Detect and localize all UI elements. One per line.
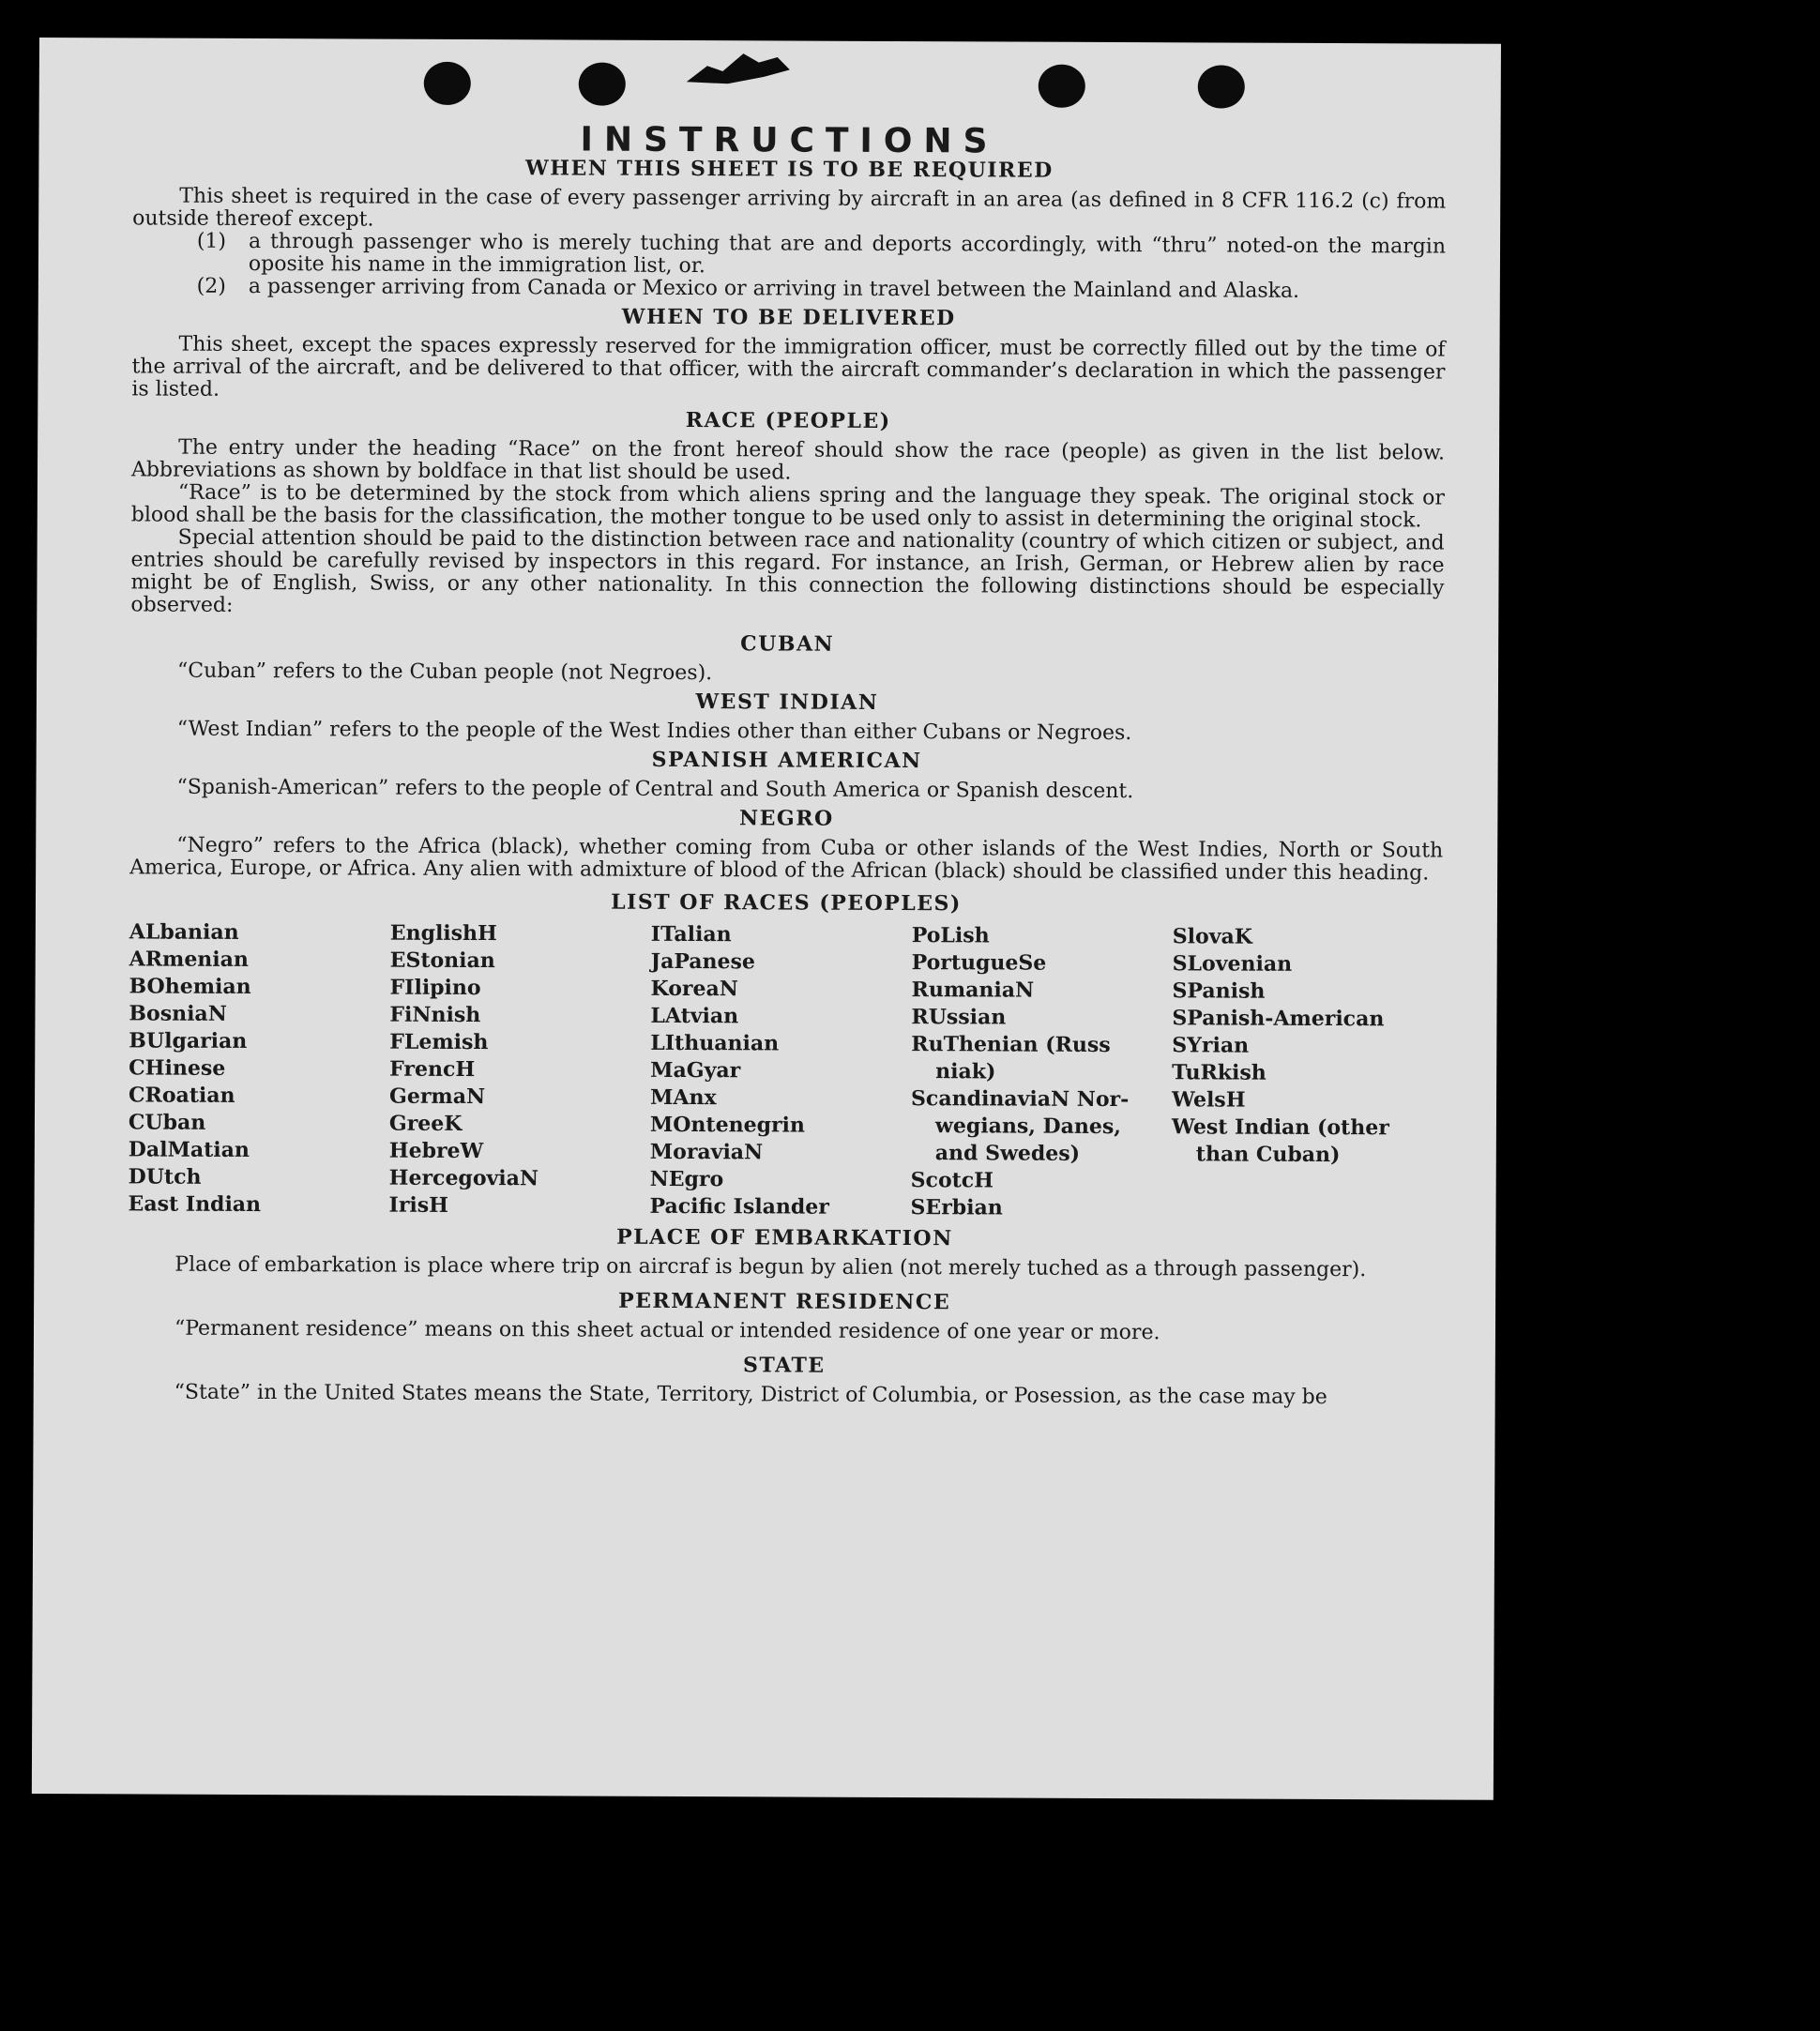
race-entry: EnglishH	[389, 920, 497, 947]
race-entry: GreeK	[388, 1111, 463, 1136]
race-entry: KoreaN	[650, 976, 738, 1002]
race-column	[1171, 923, 1433, 1223]
race-entry: SErbian	[910, 1195, 1003, 1220]
race-entry: RuThenian (Russ	[911, 1032, 1111, 1057]
race-entry: DalMatian	[128, 1137, 250, 1162]
section-heading-residence: PERMANENT RESIDENCE	[618, 1288, 951, 1315]
race-entry: niak)	[935, 1059, 996, 1084]
race-entry: Pacific Islander	[649, 1193, 829, 1220]
section-heading-spanish-american: SPANISH AMERICAN	[651, 747, 922, 774]
race-entry: BOhemian	[129, 974, 251, 999]
race-entry: IrisH	[388, 1192, 449, 1218]
race-entry: BosniaN	[129, 1001, 227, 1026]
section-heading-race: RACE (PEOPLE)	[685, 408, 891, 433]
race-column	[129, 918, 390, 1219]
race-entry: East Indian	[128, 1191, 262, 1218]
race-entry: EStonian	[389, 947, 495, 974]
race-paragraph: Special attention should be paid to the distinction between race and nationality (country of which citizen or subject, and entries should be carefully revised by inspectors in this regard. For instance, an Irish, German, or Hebrew alien by race might be of English, Swiss, or any other nationality. In this connection the following distinctions should be especially observed:	[130, 525, 1445, 617]
west-indian-text: “West Indian” refers to the people of the West Indies other than either Cubans or Negroes.	[176, 717, 1132, 746]
section-heading-cuban: CUBAN	[740, 631, 835, 657]
race-entry: SPanish	[1172, 978, 1266, 1004]
race-entry: West Indian (other	[1171, 1114, 1389, 1141]
race-entry: SPanish-American	[1172, 1006, 1385, 1032]
race-entry: SlovaK	[1172, 924, 1252, 949]
section-heading-state: STATE	[742, 1353, 826, 1378]
race-entry: FiNnish	[389, 1002, 481, 1028]
section-heading-races: LIST OF RACES (PEOPLES)	[611, 889, 962, 917]
race-entry: TuRkish	[1172, 1060, 1266, 1085]
race-entry: LIthuanian	[650, 1030, 780, 1056]
race-entry: than Cuban)	[1195, 1142, 1341, 1168]
punch-hole	[1198, 65, 1245, 108]
race-list	[129, 918, 1443, 1223]
section-heading-west-indian: WEST INDIAN	[695, 690, 879, 715]
cuban-text: “Cuban” refers to the Cuban people (not Negroes).	[177, 659, 713, 686]
race-entry: ALbanian	[129, 919, 239, 945]
section-heading-when-delivered: WHEN TO BE DELIVERED	[621, 304, 956, 331]
race-entry: BUlgarian	[129, 1028, 248, 1053]
spanish-american-text: “Spanish-American” refers to the people of Central and South America or Spanish descent.	[176, 775, 1134, 804]
page-title: INSTRUCTIONS	[580, 120, 999, 161]
race-entry: SLovenian	[1172, 951, 1293, 977]
race-entry: CHinese	[129, 1055, 226, 1081]
state-text: “State” in the United States means the State, Territory, District of Columbia, or Posession, as the case may be	[174, 1380, 1327, 1410]
race-entry: LAtvian	[650, 1003, 739, 1029]
when-delivered-text: This sheet, except the spaces expressly reserved for the immigration officer, must be correctly filled out by the time of the arrival of the aircraft, and be delivered to that officer, with the aircraft commander’s declaration in which the passenger is listed.	[131, 332, 1446, 402]
residence-text: “Permanent residence” means on this sheet actual or intended residence of one year or more.	[174, 1316, 1160, 1345]
race-entry: RUssian	[911, 1005, 1007, 1030]
race-entry: NEgro	[649, 1166, 724, 1192]
race-entry: FrencH	[389, 1056, 476, 1083]
document-sheet	[32, 38, 1501, 1800]
punch-hole	[579, 63, 626, 106]
race-entry: PoLish	[911, 923, 990, 948]
punch-hole	[424, 62, 471, 105]
race-entry: GermaN	[389, 1084, 486, 1110]
when-required-text: This sheet is required in the case of every passenger arriving by aircraft in an area (as defined in 8 CFR 116.2 (c) from outside thereof except.	[132, 184, 1447, 232]
section-heading-negro: NEGRO	[739, 806, 834, 831]
negro-text: “Negro” refers to the Africa (black), whether coming from Cuba or other islands of the West Indies, North or South America, Europe, or Africa. Any alien with admixture of blood of the African (black) should be classified under this heading.	[129, 833, 1444, 886]
race-entry: wegians, Danes,	[934, 1114, 1122, 1140]
race-column	[911, 922, 1173, 1222]
race-entry: ARmenian	[129, 947, 250, 972]
race-paragraph: “Race” is to be determined by the stock from which aliens spring and the language they speak. The original stock or blood shall be the basis for the classification, the mother tongue to be used only to assist in determining the original stock.	[130, 480, 1445, 533]
race-entry: ScandinaviaN Nor-	[911, 1086, 1130, 1113]
race-entry: HebreW	[388, 1138, 484, 1164]
list-item	[132, 230, 1446, 280]
race-entry: PortugueSe	[911, 950, 1047, 976]
item-number: (2)	[196, 274, 226, 298]
race-column	[389, 920, 651, 1220]
race-entry: CRoatian	[129, 1083, 235, 1108]
race-paragraph: The entry under the heading “Race” on the front hereof should show the race (people) as given in the list below. Abbreviations as shown by boldface in that list should be used.	[130, 435, 1446, 485]
race-entry: ScotcH	[910, 1168, 994, 1193]
item-number: (1)	[196, 229, 227, 253]
punch-hole	[1039, 65, 1085, 108]
race-entry: FIlipino	[389, 975, 481, 1001]
race-entry: MaGyar	[650, 1057, 741, 1084]
race-entry: SYrian	[1172, 1033, 1250, 1058]
list-item	[132, 275, 1446, 303]
race-entry: MoraviaN	[649, 1139, 764, 1165]
embarkation-text: Place of embarkation is place where trip on aircraf is begun by alien (not merely tuched as a through passenger).	[174, 1252, 1367, 1282]
section-heading-when-required: WHEN THIS SHEET IS TO BE REQUIRED	[525, 156, 1054, 183]
race-entry: WelsH	[1172, 1087, 1246, 1113]
race-entry: MAnx	[650, 1084, 717, 1111]
instructions-document	[128, 120, 1447, 1410]
item-text: a passenger arriving from Canada or Mexico or arriving in travel between the Mainland and Alaska.	[248, 274, 1300, 303]
race-entry: DUtch	[128, 1164, 202, 1190]
race-entry: ITalian	[650, 921, 732, 947]
race-entry: MOntenegrin	[649, 1112, 806, 1138]
race-entry: and Swedes)	[934, 1141, 1081, 1166]
race-entry: FLemish	[389, 1029, 489, 1055]
race-entry: CUban	[128, 1110, 206, 1135]
race-entry: HercegoviaN	[388, 1165, 539, 1191]
race-entry: JaPanese	[650, 948, 756, 975]
race-column	[650, 921, 912, 1221]
race-entry: RumaniaN	[911, 978, 1035, 1003]
section-heading-embarkation: PLACE OF EMBARKATION	[616, 1224, 953, 1251]
item-text: a through passenger who is merely tuching that are and deports accordingly, with “thru” noted-on the margin oposite his name in the immigration list, or.	[248, 229, 1447, 279]
torn-edge	[687, 50, 790, 85]
